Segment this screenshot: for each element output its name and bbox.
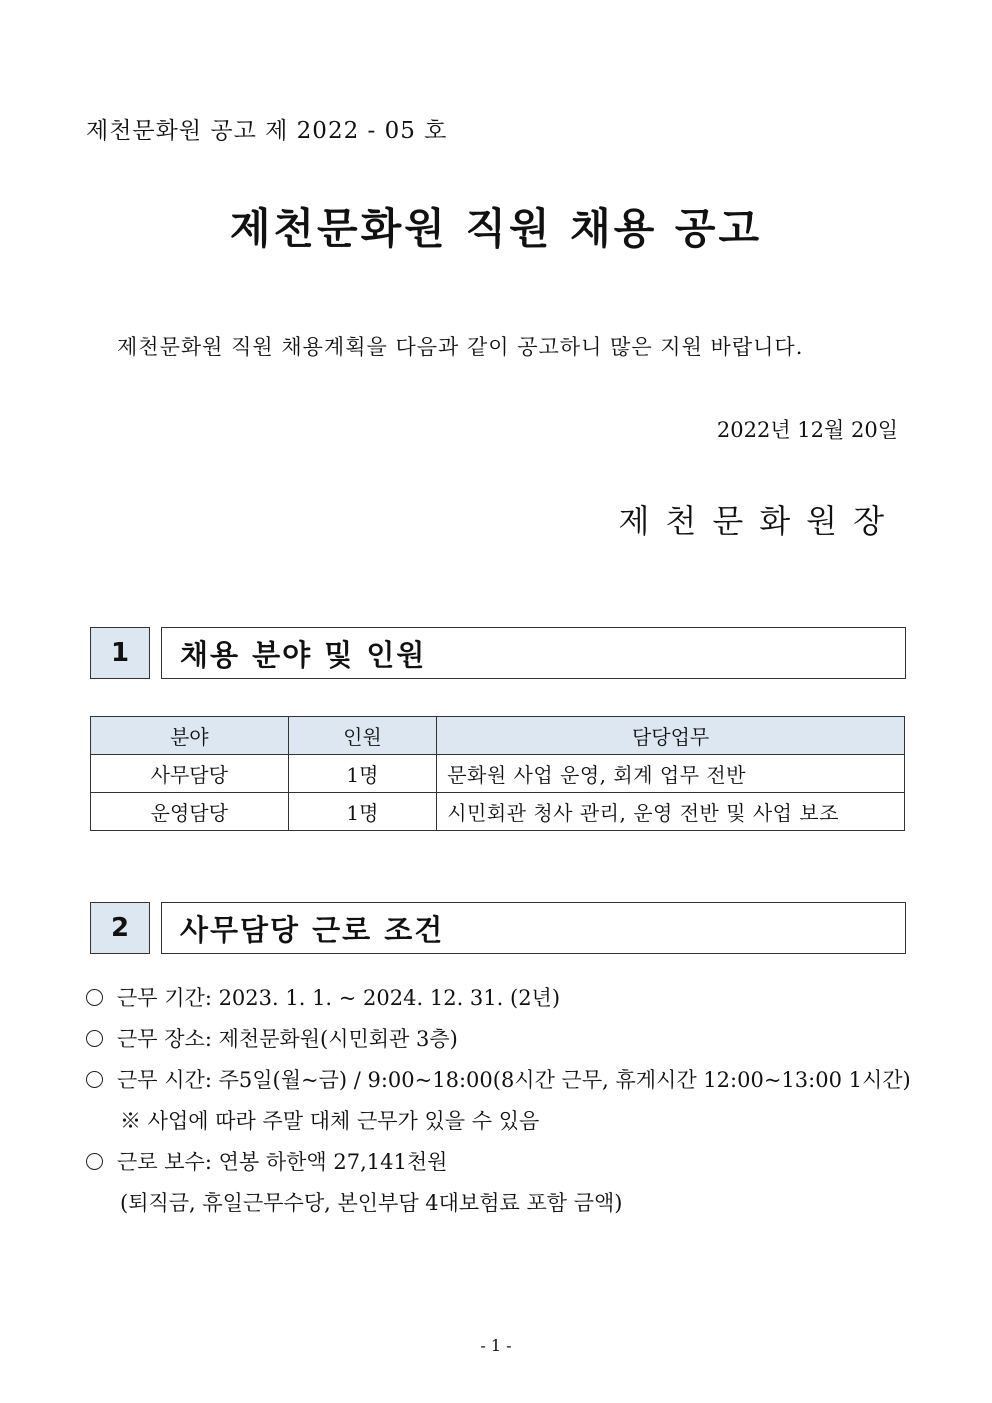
section-1-number: 1 xyxy=(90,627,150,679)
page-number: - 1 - xyxy=(480,1336,512,1355)
recruitment-table xyxy=(90,716,905,831)
section-2-title: 사무담당 근로 조건 xyxy=(161,902,906,954)
cell-field: 운영담당 xyxy=(91,793,289,831)
page-title: 제천문화원 직원 채용 공고 xyxy=(229,204,763,253)
issuer-name: 제천문화원장 xyxy=(618,502,900,540)
circle-bullet-icon xyxy=(86,1153,103,1170)
cell-field: 사무담당 xyxy=(91,755,289,793)
pay-note: (퇴직금, 휴일근무수당, 본인부담 4대보험료 포함 금액) xyxy=(120,1191,623,1215)
cell-headcount: 1명 xyxy=(288,793,437,831)
section-2-number: 2 xyxy=(90,902,150,954)
header-field: 분야 xyxy=(91,717,289,755)
condition-hours: 근무 시간: 주5일(월~금) / 9:00~18:00(8시간 근무, 휴게시간 12:00~13:00 1시간) xyxy=(117,1068,911,1092)
list-item xyxy=(86,1024,911,1065)
hours-note: ※ 사업에 따라 주말 대체 근무가 있을 수 있음 xyxy=(120,1109,540,1133)
table-row xyxy=(91,793,905,831)
notice-date: 2022년 12월 20일 xyxy=(716,418,898,442)
list-item xyxy=(86,1147,911,1188)
header-headcount: 인원 xyxy=(288,717,437,755)
circle-bullet-icon xyxy=(86,1071,103,1088)
intro-text: 제천문화원 직원 채용계획을 다음과 같이 공고하니 많은 지원 바랍니다. xyxy=(117,335,804,359)
cell-duties: 시민회관 청사 관리, 운영 전반 및 사업 보조 xyxy=(437,793,905,831)
work-conditions-list xyxy=(86,983,911,1229)
circle-bullet-icon xyxy=(86,989,103,1006)
section-1-title: 채용 분야 및 인원 xyxy=(161,627,906,679)
cell-headcount: 1명 xyxy=(288,755,437,793)
condition-location: 근무 장소: 제천문화원(시민회관 3층) xyxy=(117,1027,458,1051)
list-item xyxy=(86,1065,911,1106)
list-item xyxy=(86,983,911,1024)
cell-duties: 문화원 사업 운영, 회계 업무 전반 xyxy=(437,755,905,793)
circle-bullet-icon xyxy=(86,1030,103,1047)
table-header-row xyxy=(91,717,905,755)
table-row xyxy=(91,755,905,793)
condition-period: 근무 기간: 2023. 1. 1. ~ 2024. 12. 31. (2년) xyxy=(117,986,561,1010)
header-duties: 담당업무 xyxy=(437,717,905,755)
notice-number: 제천문화원 공고 제 2022 - 05 호 xyxy=(86,118,448,144)
condition-pay: 근로 보수: 연봉 하한액 27,141천원 xyxy=(117,1150,448,1174)
